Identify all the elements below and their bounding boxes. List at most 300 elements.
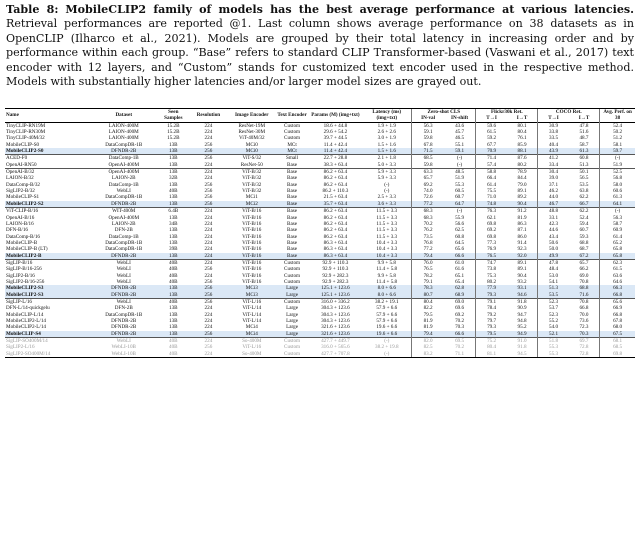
cell-n: SigLIP-L/16 xyxy=(5,298,90,305)
cell-s: 40B xyxy=(169,278,178,285)
cell-d: WebLI-10B xyxy=(90,351,158,358)
cell-metric: 50.6 xyxy=(538,240,569,246)
cell-metric: 48.7 xyxy=(579,135,589,142)
cell-d: DataCompDR-1B xyxy=(105,239,143,246)
cell-metric: 80.1 xyxy=(507,122,538,129)
cell-ie: ViT-B/32 xyxy=(242,175,262,182)
cell-p: 86.2 + 63.4 xyxy=(309,169,363,176)
cell-l: 10.4 + 3.3 xyxy=(376,246,398,253)
cell-metric: 88.1 xyxy=(507,148,538,155)
cell-metric: 65.4 xyxy=(455,278,465,285)
cell-te: Custom xyxy=(284,135,301,142)
cell-p: 11.4 + 42.4 xyxy=(323,141,348,148)
cell-ie: ViT-L/14 xyxy=(242,318,262,324)
cell-r: 256 xyxy=(204,181,213,188)
cell-l: (-) xyxy=(384,181,390,188)
cell-metric: 60.7 xyxy=(579,227,589,234)
cell-n: DFN-B/16 xyxy=(6,227,28,234)
cell-d: OpenAI-400M xyxy=(108,161,140,168)
cell-r: 224 xyxy=(204,135,213,142)
cell-metric: 51.9 xyxy=(600,162,635,169)
cell-n: SigLIP-B/16 xyxy=(5,259,90,266)
cell-s: 13B xyxy=(158,253,189,260)
cell-te: Base xyxy=(287,214,298,221)
cell-l: 3.6 + 3.3 xyxy=(362,201,412,208)
cell-p: 11.4 + 42.4 xyxy=(309,148,363,155)
cell-r: 256 xyxy=(204,188,213,195)
col-in-shift: IN-shift xyxy=(451,115,469,122)
cell-metric: 70.3 xyxy=(569,331,600,338)
cell-metric: 55.9 xyxy=(455,214,465,221)
cell-s: 32B xyxy=(169,175,178,182)
cell-n: LAION-B/32 xyxy=(6,175,34,182)
cell-metric: 61.3 xyxy=(569,148,600,155)
cell-metric: 66.4 xyxy=(476,175,507,181)
cell-ie: ViT-B/16 xyxy=(242,266,262,273)
cell-n: DataComp-B/32 xyxy=(6,181,40,188)
cell-n: SigLIP2-B/32 xyxy=(6,188,35,195)
cell-metric: 52.5 xyxy=(600,169,635,176)
cell-l: 3.0 + 1.9 xyxy=(377,135,396,142)
cell-metric: 51.2 xyxy=(600,135,635,141)
cell-d: WebLI xyxy=(90,298,158,305)
cell-r: 224 xyxy=(204,239,213,246)
cell-metric: 46.7 xyxy=(538,201,569,208)
cell-metric: 79.5 xyxy=(476,331,507,338)
cell-p: 29.6 + 54.2 xyxy=(323,129,348,136)
cell-metric: 66.8 xyxy=(579,305,589,312)
cell-metric: 73.5 xyxy=(412,234,444,240)
cell-metric: 76.9 xyxy=(476,246,507,252)
cell-l: 5.0 + 3.3 xyxy=(377,161,396,168)
cell-te: Custom xyxy=(276,259,309,266)
cell-te: MCt xyxy=(276,148,309,155)
cell-l: 57.9 + 6.6 xyxy=(376,318,398,324)
cell-s: 13B xyxy=(158,292,189,299)
cell-metric: 67.8 xyxy=(412,142,444,148)
cell-metric: 85.9 xyxy=(517,141,527,148)
cell-metric: 73.6 xyxy=(579,318,589,324)
cell-te: Base xyxy=(276,201,309,208)
cell-te: Base xyxy=(287,220,298,227)
cell-metric: 68.0 xyxy=(600,324,635,330)
cell-p: 304.3 + 123.6 xyxy=(321,305,350,312)
table-row xyxy=(5,201,635,208)
cell-metric: 70.8 xyxy=(579,278,589,285)
cell-metric: 55.3 xyxy=(455,181,465,188)
cell-metric: 86.0 xyxy=(517,233,527,240)
cell-d: DFNDR-2B xyxy=(90,201,158,208)
cell-metric: 91.2 xyxy=(507,208,538,215)
cell-ie: ViT-L/14 xyxy=(242,305,262,312)
col-flickr-t2i: T→I xyxy=(476,115,507,122)
cell-metric: 50.2 xyxy=(600,129,635,135)
cell-metric: 75.3 xyxy=(476,273,507,279)
cell-s: 13B xyxy=(169,214,178,221)
cell-metric: 55.3 xyxy=(538,344,569,350)
cell-n: ViT-CLIP-B/16 xyxy=(5,208,90,215)
cell-te: Custom xyxy=(276,338,309,345)
col-flickr: Flickr30k Ret. xyxy=(476,109,538,116)
table-row xyxy=(5,338,635,345)
cell-metric: 52.1 xyxy=(538,331,569,338)
cell-metric: 87.6 xyxy=(507,155,538,162)
cell-metric: 79.1 xyxy=(476,298,507,305)
cell-metric: 67.7 xyxy=(476,142,507,148)
cell-l: 2.1 + 1.8 xyxy=(362,155,412,162)
cell-metric: 51.9 xyxy=(455,175,465,182)
cell-d: DFN-2B xyxy=(114,227,133,234)
col-avg: Avg. Perf. on 38 xyxy=(600,109,635,123)
cell-metric: 79.4 xyxy=(412,331,444,338)
cell-p: 86.3 + 63.4 xyxy=(309,253,363,260)
cell-s: 40B xyxy=(158,298,189,305)
cell-ie: MCi0 xyxy=(245,141,258,148)
cell-ie: ViT-B/16 xyxy=(242,233,262,240)
col-lat: Latency (ms) (img+txt) xyxy=(362,109,412,123)
cell-metric: 33.1 xyxy=(538,215,569,221)
cell-ie: MCi2 xyxy=(228,201,276,208)
cell-d: LAION-400M xyxy=(108,129,139,136)
cell-metric: 70.0 xyxy=(579,311,589,318)
cell-te: Base xyxy=(287,233,298,240)
cell-metric: 69.0 xyxy=(444,298,476,305)
cell-metric: 69.0 xyxy=(579,272,589,279)
cell-ie: ViT-B/32 xyxy=(228,169,276,176)
cell-l: (-) xyxy=(362,351,412,358)
cell-metric: 53.7 xyxy=(538,305,569,311)
cell-metric: 63.3 xyxy=(412,169,444,176)
cell-l: 9.9 + 5.8 xyxy=(377,272,396,279)
cell-n: SigLIP2-L/16 xyxy=(6,344,35,351)
cell-metric: 80.4 xyxy=(476,344,507,350)
table-row xyxy=(5,259,635,266)
cell-metric: 42.3 xyxy=(538,221,569,227)
cell-metric: 49.9 xyxy=(538,253,569,260)
cell-d: DFNDR-2B xyxy=(90,292,158,299)
cell-metric: 70.2 xyxy=(455,344,465,351)
cell-metric: 56.8 xyxy=(600,175,635,181)
cell-metric: 79.3 xyxy=(476,324,507,330)
cell-te: Small xyxy=(276,155,309,162)
cell-metric: 74.0 xyxy=(412,188,444,194)
cell-metric: 69.8 xyxy=(476,221,507,227)
cell-metric: 63.8 xyxy=(579,188,589,195)
cell-metric: 58.8 xyxy=(476,169,507,176)
cell-metric: 89.1 xyxy=(507,259,538,266)
table-row xyxy=(5,169,635,176)
cell-p: 125.1 + 123.6 xyxy=(309,285,363,291)
cell-d: DataCompDR-1B xyxy=(105,246,143,253)
cell-r: 256 xyxy=(189,331,228,338)
cell-metric: 66.2 xyxy=(579,266,589,273)
col-in-val: IN-val xyxy=(412,115,444,122)
cell-metric: 81.9 xyxy=(412,324,444,330)
results-table xyxy=(5,108,635,358)
cell-metric: 60.8 xyxy=(455,233,465,240)
cell-ie: ViT-B/16 xyxy=(242,239,262,246)
cell-metric: 66.7 xyxy=(569,201,600,208)
cell-ie: ViT-L/16 xyxy=(242,344,262,351)
cell-metric: 33.8 xyxy=(538,129,569,135)
cell-metric: 68.5 xyxy=(600,344,635,350)
cell-metric: 33.5 xyxy=(538,135,569,141)
cell-metric: 61.5 xyxy=(600,266,635,272)
col-res: Resolution xyxy=(189,109,228,123)
col-seen: Seen Samples xyxy=(158,109,189,123)
cell-metric: 76.1 xyxy=(517,135,527,142)
cell-l: 19.6 + 6.6 xyxy=(376,324,398,331)
cell-ie: So-400M xyxy=(228,338,276,345)
cell-te: Custom xyxy=(284,129,301,136)
cell-metric: 81.1 xyxy=(476,351,507,358)
cell-l: 57.9 + 6.6 xyxy=(376,305,398,312)
cell-metric: 93.1 xyxy=(507,285,538,291)
table-row xyxy=(5,208,635,215)
cell-r: 224 xyxy=(204,175,213,182)
cell-metric: 80.2 xyxy=(476,279,507,285)
cell-metric: 61.3 xyxy=(600,194,635,200)
cell-metric: 58.7 xyxy=(600,221,635,227)
cell-n: MobileCLIP-L/14 xyxy=(6,311,44,318)
cell-d: DataComp-1B xyxy=(108,233,139,240)
cell-metric: 54.1 xyxy=(538,279,569,285)
col-txt: Text Encoder xyxy=(276,109,309,123)
cell-metric: 89.1 xyxy=(517,188,527,195)
cell-p: 86.2 + 63.4 xyxy=(323,233,348,240)
cell-metric: 61.5 xyxy=(476,129,507,135)
cell-s: 39B xyxy=(169,246,178,253)
cell-s: 13B xyxy=(158,285,189,291)
col-coco-i2t: I→T xyxy=(578,115,590,122)
cell-metric: 76.3 xyxy=(476,208,507,215)
cell-metric: 79.4 xyxy=(412,253,444,260)
cell-te: Base xyxy=(287,194,298,201)
cell-metric: 69.2 xyxy=(455,311,465,318)
cell-d: WebLI xyxy=(90,259,158,266)
cell-p: 39.7 + 44.5 xyxy=(323,135,348,142)
cell-ie: ViT-B/16 xyxy=(228,253,276,260)
cell-p: 86.3 + 63.4 xyxy=(323,246,348,253)
cell-metric: 62.2 xyxy=(569,208,600,215)
cell-r: 224 xyxy=(204,220,213,227)
cell-l: 38.2 + 19.1 xyxy=(362,298,412,305)
cell-metric: 47.8 xyxy=(538,259,569,266)
cell-metric: 93.2 xyxy=(517,278,527,285)
cell-metric: 58.0 xyxy=(600,182,635,188)
cell-metric: 74.7 xyxy=(476,259,507,266)
cell-n: ACED-F0 xyxy=(5,155,90,162)
cell-n: SigLIP2-B/16-256 xyxy=(6,278,45,285)
cell-ie: MCi1 xyxy=(245,194,258,201)
cell-metric: 91.8 xyxy=(507,298,538,305)
cell-metric: 55.3 xyxy=(538,351,569,358)
cell-r: 256 xyxy=(204,194,213,201)
cell-r: 224 xyxy=(204,161,213,168)
cell-metric: 91.0 xyxy=(507,338,538,345)
cell-metric: 62.2 xyxy=(579,194,589,201)
cell-s: 13B xyxy=(169,233,178,240)
cell-n: DataComp-B/16 xyxy=(6,233,40,240)
cell-metric: 71.1 xyxy=(444,351,476,358)
cell-metric: 52.4 xyxy=(600,122,635,129)
cell-metric: 56.3 xyxy=(600,215,635,221)
cell-metric: 30.4 xyxy=(538,169,569,176)
cell-te: Custom xyxy=(276,298,309,305)
cell-metric: 91.4 xyxy=(517,239,527,246)
cell-r: 224 xyxy=(189,208,228,215)
cell-metric: 68.1 xyxy=(600,338,635,345)
cell-r: 256 xyxy=(189,285,228,291)
cell-d: DataCompDR-1B xyxy=(105,141,143,148)
cell-l: 1.5 + 1.6 xyxy=(362,148,412,155)
cell-r: 256 xyxy=(189,201,228,208)
cell-metric: 47.8 xyxy=(569,122,600,129)
cell-metric: 45.7 xyxy=(455,129,465,136)
cell-metric: 53.5 xyxy=(579,181,589,188)
cell-te: Large xyxy=(276,285,309,291)
cell-p: 86.2 + 110.3 xyxy=(322,188,349,195)
cell-metric: 65.1 xyxy=(455,272,465,279)
col-coco-t2i: T→I xyxy=(538,115,569,122)
cell-metric: 68.7 xyxy=(579,246,589,253)
cell-p: 427.7 + 707.8 xyxy=(309,351,363,358)
cell-te: MCt xyxy=(287,141,297,148)
cell-n: MobileCLIP-B xyxy=(6,239,38,246)
cell-l: 11.4 + 5.8 xyxy=(376,266,398,273)
cell-l: 11.5 + 3.3 xyxy=(376,220,398,227)
cell-metric: 86.3 xyxy=(517,220,527,227)
cell-metric: 46.5 xyxy=(455,135,465,142)
cell-ie: MCi4 xyxy=(245,324,258,331)
cell-metric: 80.4 xyxy=(517,129,527,136)
table-row xyxy=(5,122,635,129)
cell-metric: 78.9 xyxy=(507,169,538,176)
cell-metric: 69.2 xyxy=(476,227,507,233)
cell-n: DFN-L/14-quickgelu xyxy=(6,305,50,312)
cell-metric: 75.5 xyxy=(476,188,507,194)
cell-ie: ViT-L/14 xyxy=(242,311,262,318)
cell-metric: 80.2 xyxy=(517,161,527,168)
cell-d: LAION-400M xyxy=(90,122,158,129)
cell-metric: 58.7 xyxy=(579,141,589,148)
cell-metric: 71.6 xyxy=(569,292,600,299)
cell-te: Custom xyxy=(284,272,301,279)
cell-metric: 48.4 xyxy=(538,266,569,272)
cell-ie: ViT-B/16 xyxy=(242,227,262,234)
cell-metric: 82.2 xyxy=(412,305,444,311)
cell-metric: 64.1 xyxy=(600,201,635,208)
cell-metric: 56.3 xyxy=(412,122,444,129)
cell-metric: 66.3 xyxy=(600,285,635,291)
cell-p: 321.6 + 123.6 xyxy=(321,324,350,331)
cell-te: Base xyxy=(276,208,309,215)
cell-s: 40B xyxy=(169,188,178,195)
cell-l: 10.4 + 3.3 xyxy=(376,239,398,246)
cell-metric: 73.8 xyxy=(476,266,507,272)
caption-label: Table 8: xyxy=(6,3,59,16)
cell-r: 224 xyxy=(189,259,228,266)
cell-metric: 94.5 xyxy=(507,351,538,358)
cell-n: MobileCLIP-S0 xyxy=(6,141,40,148)
cell-metric: 76.5 xyxy=(412,266,444,272)
cell-metric: 92.0 xyxy=(507,253,538,260)
cell-metric: 79.7 xyxy=(476,318,507,324)
cell-te: Base xyxy=(287,227,298,234)
cell-r: 224 xyxy=(189,122,228,129)
cell-r: 224 xyxy=(189,169,228,176)
col-zs: Zero-shot CLS xyxy=(412,109,476,116)
cell-n: SigLIP2-SO400M/14 xyxy=(5,351,90,358)
cell-metric: 81.9 xyxy=(517,214,527,221)
cell-metric: 56.6 xyxy=(455,220,465,227)
cell-n: MobileCLIP-S4 xyxy=(5,331,90,338)
cell-metric: 76.0 xyxy=(412,259,444,266)
cell-s: 15.2B xyxy=(167,135,180,142)
cell-metric: 76.5 xyxy=(476,253,507,260)
cell-metric: 64.6 xyxy=(600,279,635,285)
cell-metric: 80.4 xyxy=(412,298,444,305)
cell-metric: 43.6 xyxy=(444,122,476,129)
cell-n: MobileCLIP2-S0 xyxy=(5,148,90,155)
cell-r: 256 xyxy=(204,266,213,273)
cell-metric: 79.3 xyxy=(476,292,507,299)
cell-n: OpenAI-B/32 xyxy=(5,169,90,176)
cell-p: 22.7 + 28.8 xyxy=(309,155,363,162)
cell-metric: 90.9 xyxy=(517,305,527,312)
cell-te: Custom xyxy=(284,344,301,351)
cell-metric: 59.1 xyxy=(412,129,444,135)
cell-te: Base xyxy=(276,253,309,260)
cell-s: 6.4B xyxy=(158,208,189,215)
cell-s: 13B xyxy=(158,169,189,176)
cell-ie: ViT-B/16 xyxy=(242,220,262,227)
table-row xyxy=(5,162,635,169)
cell-n: TinyCLIP-40M/32 xyxy=(6,135,45,142)
cell-metric: 52.3 xyxy=(538,298,569,305)
cell-r: 224 xyxy=(204,324,213,331)
col-params: Params (M) (img+txt) xyxy=(309,109,363,123)
cell-metric: 69.5 xyxy=(444,338,476,345)
cell-p: 38.3 + 63.4 xyxy=(323,161,348,168)
cell-metric: 48.8 xyxy=(538,208,569,215)
cell-r: 256 xyxy=(189,298,228,305)
cell-te: Large xyxy=(286,318,298,324)
cell-d: LAION-400M xyxy=(108,135,139,142)
table-row xyxy=(5,148,635,155)
cell-metric: 65.8 xyxy=(600,253,635,260)
cell-metric: 81.9 xyxy=(412,318,444,324)
cell-metric: 60.6 xyxy=(600,188,635,194)
cell-metric: 72.8 xyxy=(569,351,600,358)
cell-ie: ViT-40M/32 xyxy=(239,135,265,142)
cell-n: LAION-B/16 xyxy=(6,220,34,227)
cell-p: 35.7 + 63.4 xyxy=(309,201,363,208)
cell-p: 21.5 + 63.4 xyxy=(323,194,348,201)
cell-n: SigLIP-B/16-256 xyxy=(6,266,42,273)
cell-te: Base xyxy=(287,246,298,253)
cell-metric: 39.0 xyxy=(538,175,569,181)
cell-metric: 44.0 xyxy=(538,194,569,200)
cell-metric: 67.8 xyxy=(600,318,635,324)
cell-ie: ViT-B/16 xyxy=(228,208,276,215)
cell-ie: ViT-B/16 xyxy=(228,259,276,266)
cell-l: 1.9 + 1.9 xyxy=(362,122,412,129)
cell-p: 86.2 + 63.4 xyxy=(309,208,363,215)
cell-l: 11.5 + 3.3 xyxy=(376,227,398,234)
cell-metric: 43.4 xyxy=(538,234,569,240)
cell-metric: 60.7 xyxy=(455,194,465,201)
